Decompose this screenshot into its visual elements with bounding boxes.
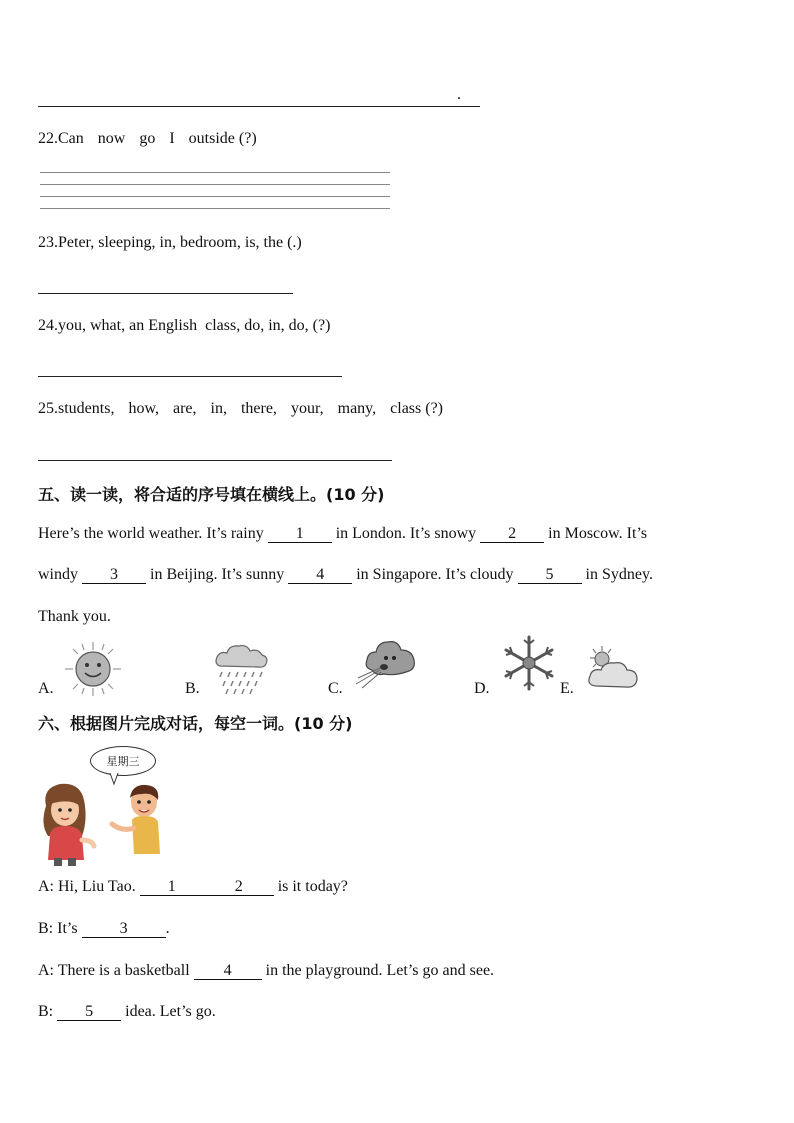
word: there, — [240, 400, 277, 417]
question-text: you, what, an English class, do, in, do, (?) — [58, 317, 331, 334]
section-5-heading: 五、读一读，将合适的序号填在横线上。(10 分) — [38, 485, 385, 504]
sun-behind-cloud-icon — [582, 644, 640, 694]
blank-4[interactable]: 4 — [194, 963, 262, 980]
word: go — [139, 130, 156, 147]
word: how, — [128, 400, 159, 417]
option-e-label: E. — [560, 680, 574, 697]
answer-line-24[interactable] — [38, 376, 342, 377]
section-5-line-2: windy 3 in Beijing. It’s sunny 4 in Singapore. It’s cloudy 5 in Sydney. — [38, 566, 653, 583]
blank-5[interactable]: 5 — [518, 567, 582, 584]
question-23 — [38, 234, 302, 252]
blank-1[interactable]: 1 — [268, 526, 332, 543]
dialogue-line-1: A: Hi, Liu Tao. 1 2 is it today? — [38, 878, 348, 895]
option-c-label: C. — [328, 680, 343, 697]
word: in, — [210, 400, 227, 417]
wind-cloud-icon — [354, 634, 420, 690]
option-b-label: B. — [185, 680, 200, 697]
answer-line-21[interactable] — [38, 106, 480, 107]
word: your, — [290, 400, 324, 417]
blank-2[interactable]: 2 — [480, 526, 544, 543]
question-number: 25. — [38, 400, 58, 417]
word: Can — [58, 130, 84, 147]
blank-5[interactable]: 5 — [57, 1004, 121, 1021]
blank-4[interactable]: 4 — [288, 567, 352, 584]
answer-line-23[interactable] — [38, 293, 293, 294]
question-number: 23. — [38, 234, 58, 251]
question-25 — [38, 400, 443, 418]
word: are, — [172, 400, 197, 417]
blank-2[interactable]: 2 — [204, 879, 274, 896]
answer-period-21: . — [457, 86, 461, 103]
word: students, — [58, 400, 115, 417]
section-5-line-1: Here’s the world weather. It’s rainy 1 in London. It’s snowy 2 in Moscow. It’s — [38, 525, 648, 542]
blank-1[interactable]: 1 — [140, 879, 204, 896]
section-6-heading: 六、根据图片完成对话，每空一词。(10 分) — [38, 714, 353, 733]
word: class (?) — [390, 400, 443, 417]
answer-line-25[interactable] — [38, 460, 392, 461]
option-d-label: D. — [474, 680, 490, 697]
section-5-line-3: Thank you. — [38, 608, 111, 625]
dialogue-line-4: B: 5 idea. Let’s go. — [38, 1003, 216, 1020]
word: now — [97, 130, 126, 147]
dialogue-line-3: A: There is a basketball 4 in the playground. Let’s go and see. — [38, 962, 495, 979]
boy-illustration — [106, 780, 170, 856]
snowflake-icon — [500, 634, 558, 692]
question-text: Peter, sleeping, in, bedroom, is, the (.) — [58, 234, 302, 251]
question-24 — [38, 317, 330, 335]
question-number: 22. — [38, 130, 58, 147]
question-number: 24. — [38, 317, 58, 334]
rain-cloud-icon — [212, 642, 270, 696]
blank-3[interactable]: 3 — [82, 921, 166, 938]
dialogue-line-2: B: It’s 3 . — [38, 920, 170, 937]
girl-illustration — [36, 780, 98, 866]
speech-bubble: 星期三 — [90, 746, 156, 776]
word: outside (?) — [188, 130, 257, 147]
word: many, — [337, 400, 377, 417]
blank-3[interactable]: 3 — [82, 567, 146, 584]
question-22 — [38, 130, 257, 148]
option-a-label: A. — [38, 680, 54, 697]
word: I — [169, 130, 175, 147]
sun-icon — [62, 640, 124, 698]
